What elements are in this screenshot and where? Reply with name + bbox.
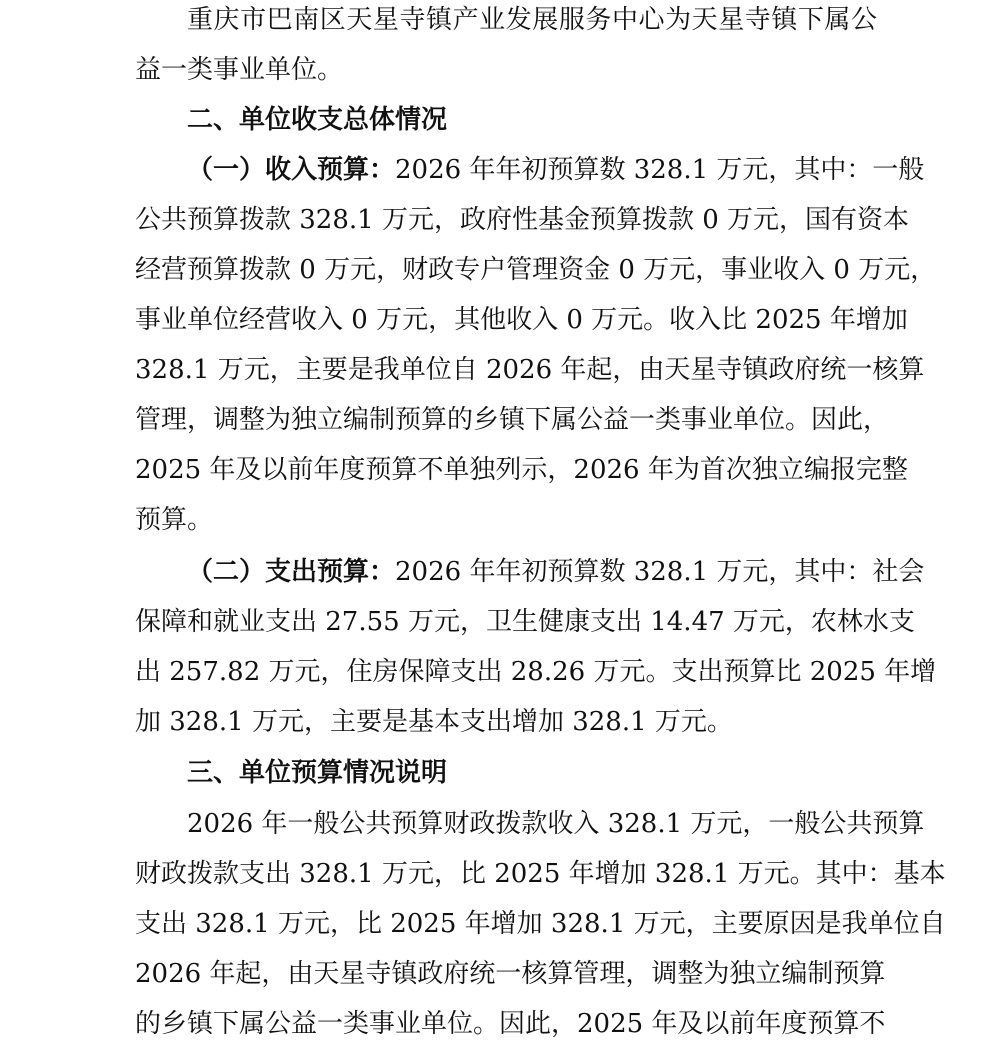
section-heading: 三、单位预算情况说明	[187, 758, 448, 788]
paragraph-line: 公共预算拨款 328.1 万元，政府性基金预算拨款 0 万元，国有资本	[135, 205, 910, 235]
subsection-label: （二）支出预算：	[187, 557, 396, 587]
paragraph-line: 保障和就业支出 27.55 万元，卫生健康支出 14.47 万元，农林水支	[135, 607, 915, 637]
paragraph-line: 的乡镇下属公益一类事业单位。因此，2025 年及以前年度预算不	[135, 1009, 886, 1039]
paragraph-line: 328.1 万元，主要是我单位自 2026 年起，由天星寺镇政府统一核算	[135, 355, 925, 385]
paragraph-text: 2026 年年初预算数 328.1 万元，其中：一般	[395, 155, 925, 185]
paragraph-line: 加 328.1 万元，主要是基本支出增加 328.1 万元。	[135, 707, 733, 737]
paragraph-text: 2026 年年初预算数 328.1 万元，其中：社会	[395, 557, 925, 587]
paragraph-line: 管理，调整为独立编制预算的乡镇下属公益一类事业单位。因此，	[135, 405, 890, 435]
paragraph-line: 财政拨款支出 328.1 万元，比 2025 年增加 328.1 万元。其中：基本	[135, 859, 946, 889]
paragraph-line: 2026 年起，由天星寺镇政府统一核算管理，调整为独立编制预算	[135, 959, 886, 989]
paragraph-line: 事业单位经营收入 0 万元，其他收入 0 万元。收入比 2025 年增加	[135, 305, 908, 335]
paragraph-line: 2025 年及以前年度预算不单独列示，2026 年为首次独立编报完整	[135, 455, 908, 485]
paragraph-line: 预算。	[135, 505, 214, 535]
paragraph-line: 重庆市巴南区天星寺镇产业发展服务中心为天星寺镇下属公	[187, 5, 877, 35]
paragraph-line	[187, 547, 925, 597]
paragraph-line	[187, 145, 925, 195]
section-heading: 二、单位收支总体情况	[187, 105, 448, 135]
paragraph-line: 2026 年一般公共预算财政拨款收入 328.1 万元，一般公共预算	[187, 809, 925, 839]
paragraph-line: 支出 328.1 万元，比 2025 年增加 328.1 万元，主要原因是我单位自	[135, 909, 946, 939]
paragraph-line: 经营预算拨款 0 万元，财政专户管理资金 0 万元，事业收入 0 万元，	[135, 255, 937, 285]
paragraph-line: 益一类事业单位。	[135, 55, 344, 85]
paragraph-line: 出 257.82 万元，住房保障支出 28.26 万元。支出预算比 2025 年增	[135, 657, 937, 687]
subsection-label: （一）收入预算：	[187, 155, 396, 185]
